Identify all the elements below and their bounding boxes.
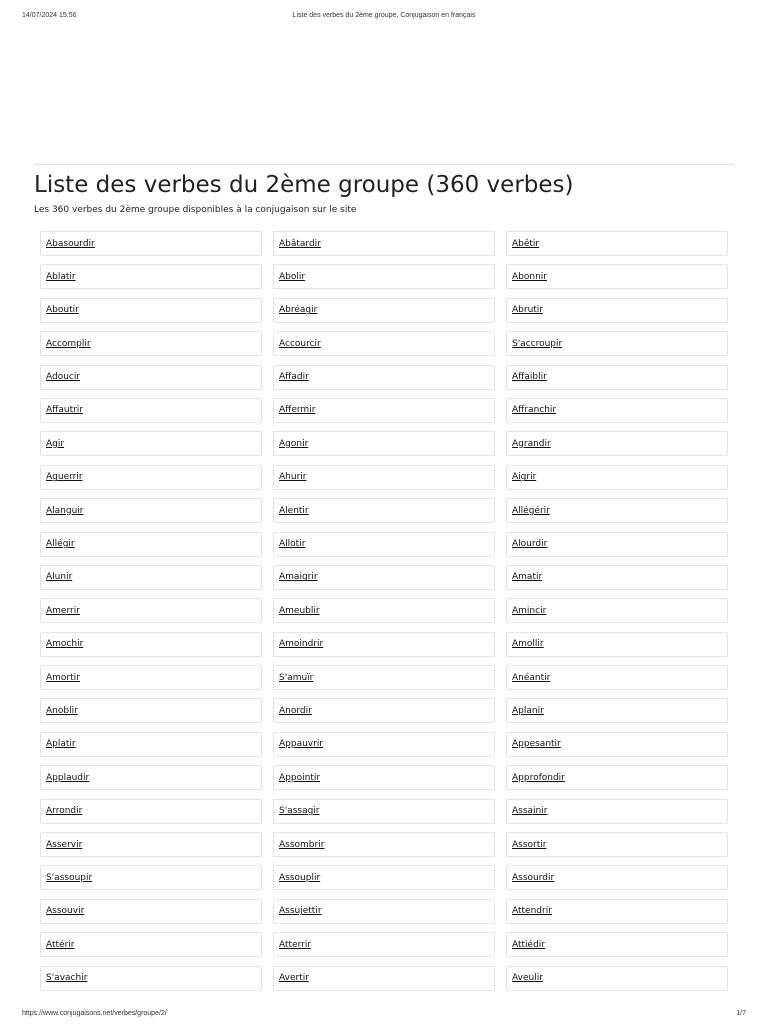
verb-link[interactable]: Avertir: [279, 973, 309, 984]
verb-cell: [273, 498, 495, 523]
verb-link[interactable]: Amochir: [46, 639, 84, 650]
verb-cell: [506, 398, 728, 423]
verb-cell: [273, 298, 495, 323]
verb-link[interactable]: Aguerrir: [46, 472, 83, 483]
verb-link[interactable]: Ahurir: [279, 472, 307, 483]
verb-cell: [273, 698, 495, 723]
verb-cell: [40, 698, 262, 723]
verb-cell: [273, 532, 495, 557]
verb-cell: [273, 264, 495, 289]
verb-link[interactable]: Anéantir: [512, 672, 551, 683]
verb-cell: [40, 532, 262, 557]
verb-link[interactable]: Alunir: [46, 572, 73, 583]
verb-cell: [40, 598, 262, 623]
verb-link[interactable]: S'assagir: [279, 806, 320, 817]
verb-link[interactable]: Agrandir: [512, 438, 551, 449]
verb-cell: [506, 799, 728, 824]
verb-link[interactable]: Agir: [46, 438, 65, 449]
verb-link[interactable]: Assombrir: [279, 839, 325, 850]
verb-link[interactable]: Alourdir: [512, 539, 548, 550]
verb-link[interactable]: Assouvir: [46, 906, 85, 917]
verb-link[interactable]: S'amuïr: [279, 672, 314, 683]
verb-cell: [40, 331, 262, 356]
verb-cell: [40, 832, 262, 857]
verb-cell: [273, 665, 495, 690]
verb-cell: [40, 799, 262, 824]
verb-cell: [40, 865, 262, 890]
verb-link[interactable]: Atterrir: [279, 939, 312, 950]
verb-link[interactable]: Amaigrir: [279, 572, 318, 583]
page-number: 1/7: [736, 1010, 746, 1017]
verb-link[interactable]: Abâtardir: [279, 238, 321, 249]
verb-cell: [273, 632, 495, 657]
verb-link[interactable]: Aigrir: [512, 472, 537, 483]
verb-cell: [506, 632, 728, 657]
verb-cell: [506, 231, 728, 256]
verb-cell: [40, 498, 262, 523]
verb-list: [40, 231, 729, 991]
verb-cell: [273, 431, 495, 456]
page-subtitle: Les 360 verbes du 2ème groupe disponibles à la conjugaison sur le site: [34, 205, 357, 215]
verb-link[interactable]: Aplatir: [46, 739, 76, 750]
verb-cell: [506, 932, 728, 957]
page-title: Liste des verbes du 2ème groupe (360 verbes): [34, 172, 574, 198]
verb-cell: [40, 765, 262, 790]
verb-link[interactable]: Abréagir: [279, 305, 318, 316]
verb-cell: [506, 732, 728, 757]
verb-cell: [506, 598, 728, 623]
verb-link[interactable]: S'assoupir: [46, 872, 93, 883]
verb-link[interactable]: Affranchir: [512, 405, 557, 416]
verb-link[interactable]: Accourcir: [279, 338, 321, 349]
verb-cell: [40, 966, 262, 991]
verb-cell: [40, 398, 262, 423]
verb-link[interactable]: Abonnir: [512, 271, 547, 282]
verb-link[interactable]: Alentir: [279, 505, 309, 516]
verb-link[interactable]: Assouplir: [279, 872, 321, 883]
verb-cell: [273, 966, 495, 991]
verb-cell: [506, 865, 728, 890]
verb-link[interactable]: S'accroupir: [512, 338, 563, 349]
verb-link[interactable]: Aplanir: [512, 705, 544, 716]
verb-cell: [506, 698, 728, 723]
verb-cell: [40, 231, 262, 256]
verb-cell: [506, 665, 728, 690]
verb-link[interactable]: Appesantir: [512, 739, 561, 750]
verb-cell: [273, 365, 495, 390]
verb-cell: [506, 565, 728, 590]
verb-link[interactable]: Aboutir: [46, 305, 79, 316]
verb-link[interactable]: Amerrir: [46, 605, 80, 616]
verb-cell: [40, 665, 262, 690]
verb-link[interactable]: Abolir: [279, 271, 306, 282]
verb-cell: [506, 298, 728, 323]
verb-link[interactable]: Accomplir: [46, 338, 91, 349]
verb-link[interactable]: Allégérir: [512, 505, 550, 516]
verb-cell: [273, 565, 495, 590]
verb-link[interactable]: Allégir: [46, 539, 75, 550]
verb-link[interactable]: Attiédir: [512, 939, 546, 950]
verb-cell: [273, 398, 495, 423]
verb-cell: [506, 532, 728, 557]
verb-link[interactable]: Alanguir: [46, 505, 84, 516]
verb-cell: [506, 899, 728, 924]
verb-link[interactable]: Agonir: [279, 438, 309, 449]
verb-link[interactable]: Abasourdir: [46, 238, 95, 249]
verb-link[interactable]: Abrutir: [512, 305, 544, 316]
verb-cell: [40, 298, 262, 323]
verb-link[interactable]: Anordir: [279, 705, 312, 716]
verb-link[interactable]: Assujettir: [279, 906, 322, 917]
verb-link[interactable]: Appointir: [279, 772, 321, 783]
verb-link[interactable]: Affadir: [279, 372, 309, 383]
verb-cell: [273, 331, 495, 356]
verb-link[interactable]: Appauvrir: [279, 739, 324, 750]
verb-cell: [40, 732, 262, 757]
verb-cell: [40, 932, 262, 957]
verb-cell: [506, 331, 728, 356]
verb-link[interactable]: Asservir: [46, 839, 83, 850]
verb-link[interactable]: Attérir: [46, 939, 75, 950]
verb-cell: [506, 765, 728, 790]
verb-link[interactable]: Affermir: [279, 405, 316, 416]
verb-cell: [273, 231, 495, 256]
verb-link[interactable]: Assortir: [512, 839, 547, 850]
verb-link[interactable]: S'avachir: [46, 973, 88, 984]
verb-cell: [40, 431, 262, 456]
verb-link[interactable]: Arrondir: [46, 806, 83, 817]
verb-cell: [506, 832, 728, 857]
verb-link[interactable]: Affaiblir: [512, 372, 547, 383]
verb-link[interactable]: Allotir: [279, 539, 306, 550]
verb-link[interactable]: Attendrir: [512, 906, 552, 917]
verb-cell: [273, 932, 495, 957]
verb-cell: [273, 799, 495, 824]
verb-link[interactable]: Aveulir: [512, 973, 543, 984]
verb-cell: [273, 732, 495, 757]
verb-link[interactable]: Adoucir: [46, 372, 81, 383]
verb-cell: [506, 264, 728, 289]
verb-link[interactable]: Amatir: [512, 572, 543, 583]
verb-cell: [506, 365, 728, 390]
verb-cell: [506, 465, 728, 490]
verb-link[interactable]: Assainir: [512, 806, 548, 817]
verb-link[interactable]: Abêtir: [512, 238, 540, 249]
verb-cell: [273, 465, 495, 490]
verb-cell: [40, 264, 262, 289]
verb-link[interactable]: Applaudir: [46, 772, 90, 783]
ad-space: [34, 28, 734, 158]
verb-link[interactable]: Affautrir: [46, 405, 84, 416]
verb-cell: [40, 632, 262, 657]
verb-cell: [506, 498, 728, 523]
verb-link[interactable]: Ablatir: [46, 271, 76, 282]
verb-cell: [40, 899, 262, 924]
verb-link[interactable]: Amortir: [46, 672, 80, 683]
verb-link[interactable]: Ameublir: [279, 605, 320, 616]
verb-cell: [40, 465, 262, 490]
verb-cell: [506, 966, 728, 991]
verb-link[interactable]: Amincir: [512, 605, 547, 616]
verb-cell: [273, 865, 495, 890]
verb-cell: [40, 565, 262, 590]
verb-cell: [40, 365, 262, 390]
verb-cell: [273, 765, 495, 790]
verb-link[interactable]: Anoblir: [46, 705, 78, 716]
print-page-title: Liste des verbes du 2ème groupe, Conjugaison en français: [292, 12, 476, 19]
verb-cell: [273, 598, 495, 623]
verb-cell: [273, 832, 495, 857]
verb-link[interactable]: Amollir: [512, 639, 544, 650]
verb-link[interactable]: Assourdir: [512, 872, 555, 883]
verb-link[interactable]: Amoindrir: [279, 639, 324, 650]
divider: [34, 164, 734, 165]
verb-cell: [506, 431, 728, 456]
verb-link[interactable]: Approfondir: [512, 772, 565, 783]
print-date: 14/07/2024 15:56: [22, 12, 77, 19]
verb-cell: [273, 899, 495, 924]
print-url: https://www.conjugaisons.net/verbes/groupe/2/: [22, 1010, 167, 1017]
